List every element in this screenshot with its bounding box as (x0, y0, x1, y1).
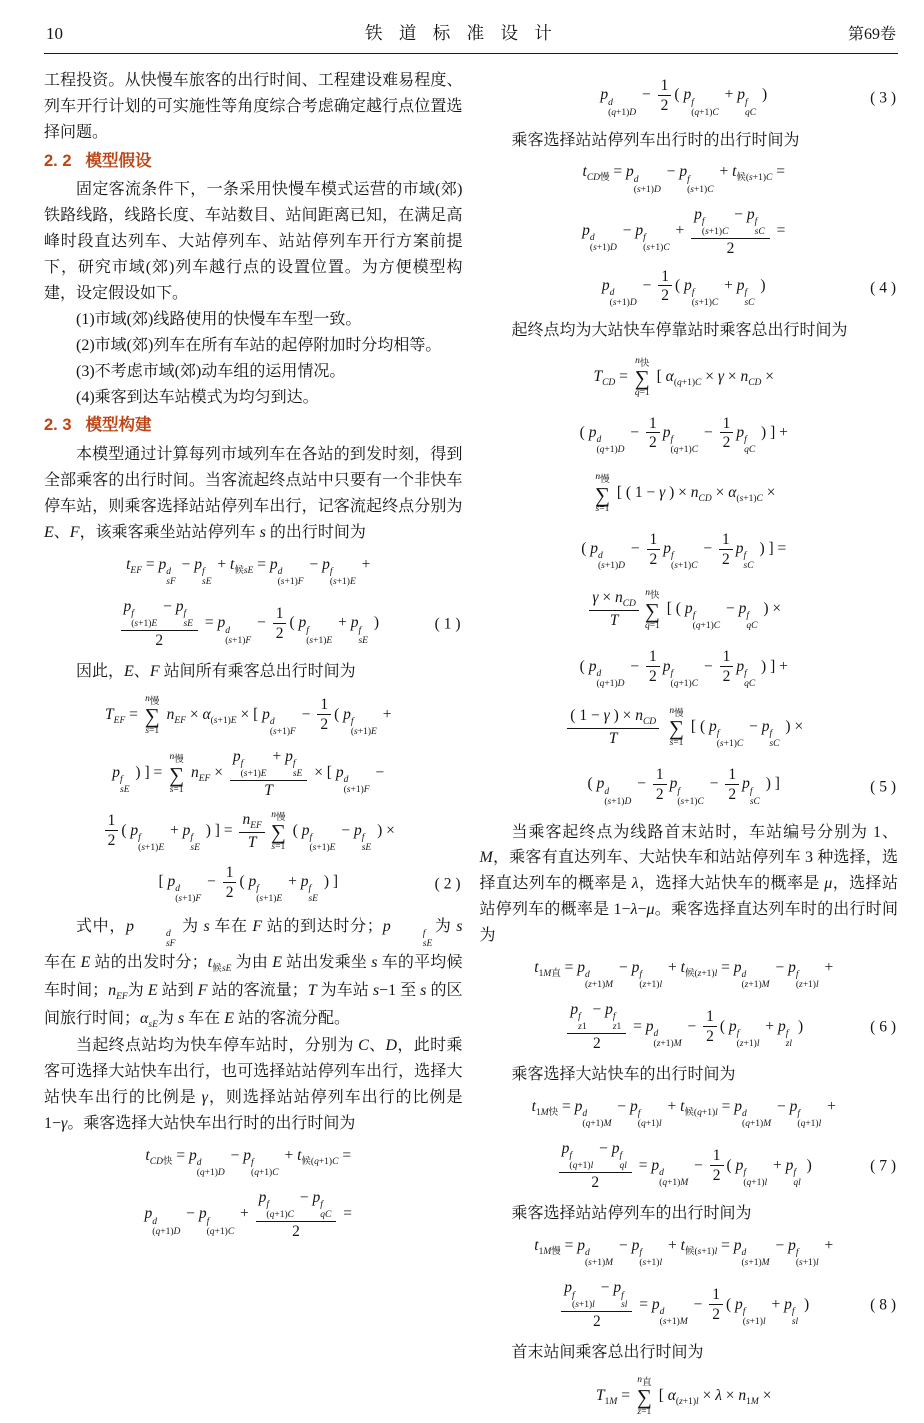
section-number: 2. 2 (44, 151, 72, 170)
paragraph: 工程投资。从快慢车旅客的出行时间、工程建设难易程度、列车开行计划的可实施性等角度综合考虑确定越行点位置选择问题。 (44, 72, 463, 141)
formula-line: p f sE ) ] = $n_慢$ ∑ s=1 $n_{EF}$ × p f (s+1)E + p f sE T × [ p d (s+1)F − (112, 747, 385, 799)
paragraph: 起终点均为大站快车停靠站时乘客总出行时间为 (511, 322, 848, 340)
page-header (0, 0, 924, 51)
formula-line: p f z1 − p f z1 2 = p d (z+1)M − $\frac{1}{2}$ ( p f (z+1)l + p f zl ) ( 6 ) (480, 996, 899, 1058)
formula-line: ( p d (q+1)D − $\frac{1}{2}$ p f (q+1)C − $\frac{1}{2}$ p f qC ) ] + (579, 414, 788, 456)
equation-6 (480, 953, 899, 1058)
formula-line: $t_{1M快} = p$ d (q+1)M − p f (q+1)l + $t_{候(q+1)l} = p$ d (q+1)M − p f (q+1)l + (531, 1098, 836, 1130)
equation-number: ( 1 ) (434, 615, 461, 633)
paragraph: 因此，E、F 站间所有乘客总出行时间为 (76, 662, 356, 680)
section-heading-2-3 (44, 413, 463, 439)
formula-line: $n_慢$ ∑ s=1 [ ( 1 − γ ) × $n_{CD} \times \alpha_{(s+1)C}$ × (594, 472, 776, 515)
paragraph: 乘客选择站站停列车的出行时间为 (511, 1205, 752, 1223)
formula-line: $T_{CD}$ = $n_快$ ∑ q=1 [ $\alpha_{(q+1)C} \times \gamma \times n_{CD}$ × (593, 356, 775, 399)
equation-3-continued (44, 1141, 463, 1246)
paragraph: 当起终点站均为快车停车站时，分别为 C、D，此时乘客可选择大站快车出行，也可选择站站停列车出行，选择大站快车出行的比例是 γ，则选择站站停列车出行的比例是 1−γ。乘客选择大站快车出行时的出行时间为 (44, 1037, 463, 1132)
paragraph: 本模型通过计算每列市域列车在各站的到发时刻，得到全部乘客的出行时间。当客流起终点站中只要有一个非快车停车站，则乘客选择站站停列车出行，记客流起终点分别为 E、F，该乘客乘坐站站停列车 s 的出行时间为 (44, 446, 463, 541)
equation-3 (480, 72, 899, 124)
equation-2 (44, 689, 463, 911)
paragraph: 固定客流条件下，一条采用快慢车模式运营的市域(郊)铁路线路，线路长度、车站数目、站间距离已知，在满足高峰时段直达列车、大站停列车、站站停列车开行方案前提下，研究市域(郊)列车越行点的设置位置。为方便模型构建，设定假设如下。 (44, 181, 463, 302)
formula-line: $t_{CD慢} = p$ d (s+1)D − p f (s+1)C + $t_{候(s+1)C}$ = (582, 163, 785, 195)
paragraph: 乘客选择大站快车的出行时间为 (511, 1066, 736, 1084)
formula-line: $T_{EF}$ = $n_慢$ ∑ s=1 $n_{EF} \times \alpha_{(s+1)E}$ × [ p d (s+1)F − $\frac{1}{2}$ ( p f (s+1)E + (105, 693, 392, 737)
equation-number: ( 2 ) (434, 875, 461, 893)
formula-line: $t_{CD快} = p$ d (q+1)D − p f (q+1)C + $t_{候(q+1)C}$ = (145, 1146, 352, 1178)
section-number: 2. 3 (44, 416, 72, 435)
equation-number: ( 8 ) (870, 1296, 896, 1314)
equation-7 (480, 1092, 899, 1197)
formula-line: p d (q+1)D − p f (q+1)C + p f (q+1)C − p f qC 2 = (144, 1188, 352, 1241)
equation-number: ( 7 ) (870, 1157, 896, 1175)
equation-4 (480, 157, 899, 314)
page-number: 10 (46, 24, 63, 43)
equation-number: ( 5 ) (870, 778, 896, 796)
formula-line: $\frac{1}{2}$ ( p f (s+1)E + p f sE ) ] = $\frac{n_{EF}}{T}$ $n_慢$ ∑ s=1 ( p f (s+1)E − p f sE ) × (44, 805, 463, 859)
list-item: (2)市域(郊)列车在所有车站的起停附加时分均相等。 (76, 336, 442, 354)
formula-line: p d (q+1)D − $\frac{1}{2}$ ( p f (q+1)C + p f qC ) ( 3 ) (600, 77, 896, 118)
section-title: 模型构建 (85, 416, 152, 435)
equation-9-partial (480, 1370, 899, 1423)
formula-line: p f (s+1)E − p f sE 2 = p d (s+1)F − $\frac{1}{2}$ ( p f (s+1)E + p f sE ) ( 1 ) (44, 593, 463, 655)
formula-line: $t_{1M直} = p$ d (z+1)M − p f (z+1)l + $t_{候(z+1)l} = p$ d (z+1)M − p f (z+1)l + (534, 959, 834, 991)
formula-line: $T_{1M}$ = $n_直$ ∑ z=1 [ $\alpha_{(z+1)l} \times \lambda \times n_{1M}$ × (596, 1375, 772, 1418)
right-column (479, 68, 899, 1418)
left-column (44, 68, 463, 1258)
journal-title: 铁 道 标 准 设 计 (365, 23, 558, 43)
list-item: (3)不考虑市域(郊)动车组的运用情况。 (76, 362, 346, 380)
formula-line: $t_{1M慢} = p$ d (s+1)M − p f (s+1)l + $t_{候(s+1)l} = p$ d (s+1)M − p f (s+1)l + (534, 1237, 834, 1269)
formula-line: p f (s+1)l − p f sl 2 = p d (s+1)M − $\frac{1}{2}$ ( p f (s+1)l + p f sl ) ( 8 ) (480, 1274, 899, 1336)
equation-5 (480, 348, 899, 816)
article-body (0, 54, 924, 1418)
equation-number: ( 6 ) (870, 1018, 896, 1036)
paragraph: 乘客选择站站停列车出行时的出行时间为 (511, 131, 800, 149)
formula-line: ( p d (s+1)D − $\frac{1}{2}$ p f (s+1)C − $\frac{1}{2}$ p f sC ) ] ( 5 ) (587, 766, 896, 807)
paragraph: 式中，p d sF 为 s 车在 F 站的到达时分；p f sE 为 s 车在 E 站的出发时分；$t_{候sE}$ 为由 E 站出发乘坐 s 车的平均候车时间；$n_{EF}$为 E 站到 F 站的客流量；T 为车站 s−1 至 s 的区间旅行时间；$\alpha_{sE}$为 s 车在 E 站的客流分配。 (44, 918, 463, 1030)
list-item: (1)市域(郊)线路使用的快慢车车型一致。 (76, 310, 362, 328)
formula-line: p f (q+1)l − p f ql 2 = p d (q+1)M − $\frac{1}{2}$ ( p f (q+1)l + p f ql ) ( 7 ) (480, 1135, 899, 1197)
section-title: 模型假设 (85, 151, 152, 170)
list-item: (4)乘客到达车站模式为均匀到达。 (76, 388, 319, 406)
paragraph: 当乘客起终点为线路首末站时，车站编号分别为 1、M，乘客有直达列车、大站快车和站站停列车 3 种选择，选择直达列车的概率是 λ，选择大站快车的概率是 μ，选择站站停列车的概率是 1−λ−μ。乘客选择直达列车时的出行时间为 (479, 823, 898, 945)
formula-line: $\frac{( 1 - \gamma ) \times n_{CD}}{T}$ $n_慢$ ∑ s=1 [ ( p f (s+1)C − p f sC ) × (480, 698, 899, 758)
formula-line: [ p d (s+1)F − $\frac{1}{2}$ ( p f (s+1)E + p f sE ) ] ( 2 ) (158, 863, 461, 905)
equation-number: ( 4 ) (870, 279, 896, 297)
formula-line: p d (s+1)D − $\frac{1}{2}$ ( p f (s+1)C + p f sC ) ( 4 ) (601, 267, 896, 309)
formula-line: p d (s+1)D − p f (s+1)C + p f (s+1)C − p f sC 2 = (582, 205, 786, 257)
formula-line: $\frac{\gamma \times n_{CD}}{T}$ $n_快$ ∑ q=1 [ ( p f (q+1)C − p f qC ) × (480, 580, 899, 640)
formula-line: ( p d (s+1)D − $\frac{1}{2}$ p f (s+1)C − $\frac{1}{2}$ p f sC ) ] = (581, 530, 787, 572)
formula-line: $t_{EF} = p$ d sF − p f sE + $t_{候sE} = p$ d (s+1)F − p f (s+1)E + (126, 555, 371, 587)
equation-8 (480, 1231, 899, 1336)
volume-label: 第69卷 (847, 26, 896, 43)
formula-line: ( p d (q+1)D − $\frac{1}{2}$ p f (q+1)C − $\frac{1}{2}$ p f qC ) ] + (579, 648, 788, 689)
equation-number: ( 3 ) (870, 89, 896, 107)
equation-1 (44, 550, 463, 655)
paragraph: 首末站间乘客总出行时间为 (511, 1344, 704, 1362)
section-heading-2-2 (44, 149, 463, 175)
